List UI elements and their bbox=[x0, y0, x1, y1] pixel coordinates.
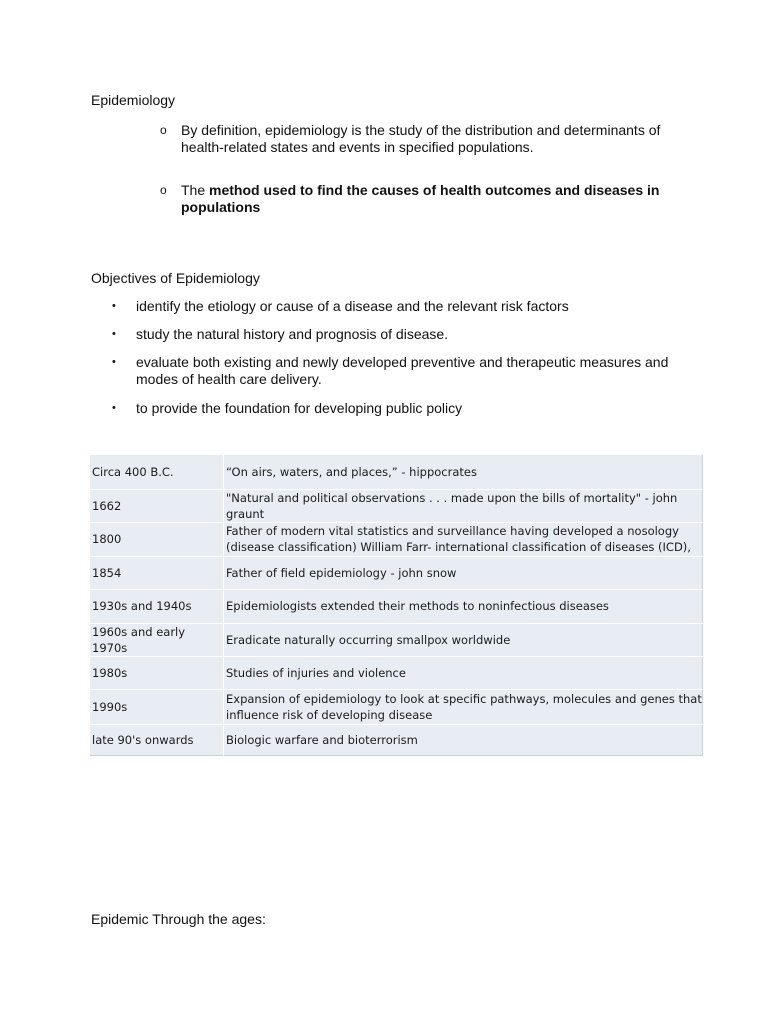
date-cell: 1800 bbox=[90, 522, 224, 556]
event-cell: Expansion of epidemiology to look at specific pathways, molecules and genes that influence risk of developing disease bbox=[226, 691, 702, 722]
bullet-icon: • bbox=[112, 300, 116, 312]
list-item-text: identify the etiology or cause of a disease and the relevant risk factors bbox=[136, 298, 569, 314]
definition-bold-text: method used to find the causes of health outcomes and diseases in populations bbox=[181, 182, 660, 215]
table-row bbox=[90, 522, 703, 556]
definition-prefix: The bbox=[181, 182, 210, 198]
date-cell: late 90's onwards bbox=[90, 724, 224, 755]
table-row bbox=[90, 623, 703, 656]
table-row bbox=[90, 689, 703, 724]
heading-objectives: Objectives of Epidemiology bbox=[91, 270, 260, 286]
list-item-text: study the natural history and prognosis of disease. bbox=[136, 326, 449, 342]
list-item-text: evaluate both existing and newly developed preventive and therapeutic measures and modes of health care delivery. bbox=[136, 354, 669, 387]
event-cell: Studies of injuries and violence bbox=[226, 665, 406, 680]
table-row bbox=[90, 556, 703, 589]
table-row bbox=[90, 489, 703, 522]
definition-text: By definition, epidemiology is the study of the distribution and determinants of health-related states and events in specified populations. bbox=[181, 122, 661, 155]
event-cell: Biologic warfare and bioterrorism bbox=[226, 732, 418, 747]
heading-epidemiology: Epidemiology bbox=[91, 92, 176, 108]
table-row bbox=[90, 656, 703, 689]
bullet-icon: • bbox=[112, 402, 116, 414]
date-cell: Circa 400 B.C. bbox=[90, 455, 224, 489]
date-cell: 1854 bbox=[90, 556, 224, 589]
event-cell: "Natural and political observations . . . made upon the bills of mortality" - john graunt bbox=[226, 490, 678, 521]
list-item-text: to provide the foundation for developing public policy bbox=[136, 400, 463, 416]
table-row bbox=[90, 455, 703, 489]
definition-text bbox=[181, 182, 661, 216]
bullet-icon: • bbox=[112, 328, 116, 340]
date-cell: 1990s bbox=[90, 689, 224, 724]
bullet-icon: • bbox=[112, 356, 116, 368]
date-cell: 1930s and 1940s bbox=[90, 589, 224, 623]
event-cell: Epidemiologists extended their methods to noninfectious diseases bbox=[226, 599, 609, 613]
heading-epidemic-through-ages: Epidemic Through the ages: bbox=[91, 911, 266, 927]
timeline-table bbox=[90, 455, 703, 756]
date-cell: 1980s bbox=[90, 656, 224, 689]
table-row bbox=[90, 589, 703, 623]
circle-bullet-icon: o bbox=[160, 123, 167, 137]
event-cell: “On airs, waters, and places,” - hippocrates bbox=[226, 464, 477, 479]
date-cell: 1960s and early 1970s bbox=[90, 623, 224, 656]
date-cell: 1662 bbox=[90, 489, 224, 522]
table-row bbox=[90, 724, 703, 755]
circle-bullet-icon: o bbox=[160, 183, 167, 197]
event-cell: Eradicate naturally occurring smallpox worldwide bbox=[226, 632, 511, 647]
event-cell: Father of field epidemiology - john snow bbox=[226, 565, 457, 580]
event-cell: Father of modern vital statistics and surveillance having developed a nosology (disease classification) William Farr- international classification of diseases (ICD), bbox=[226, 524, 691, 554]
